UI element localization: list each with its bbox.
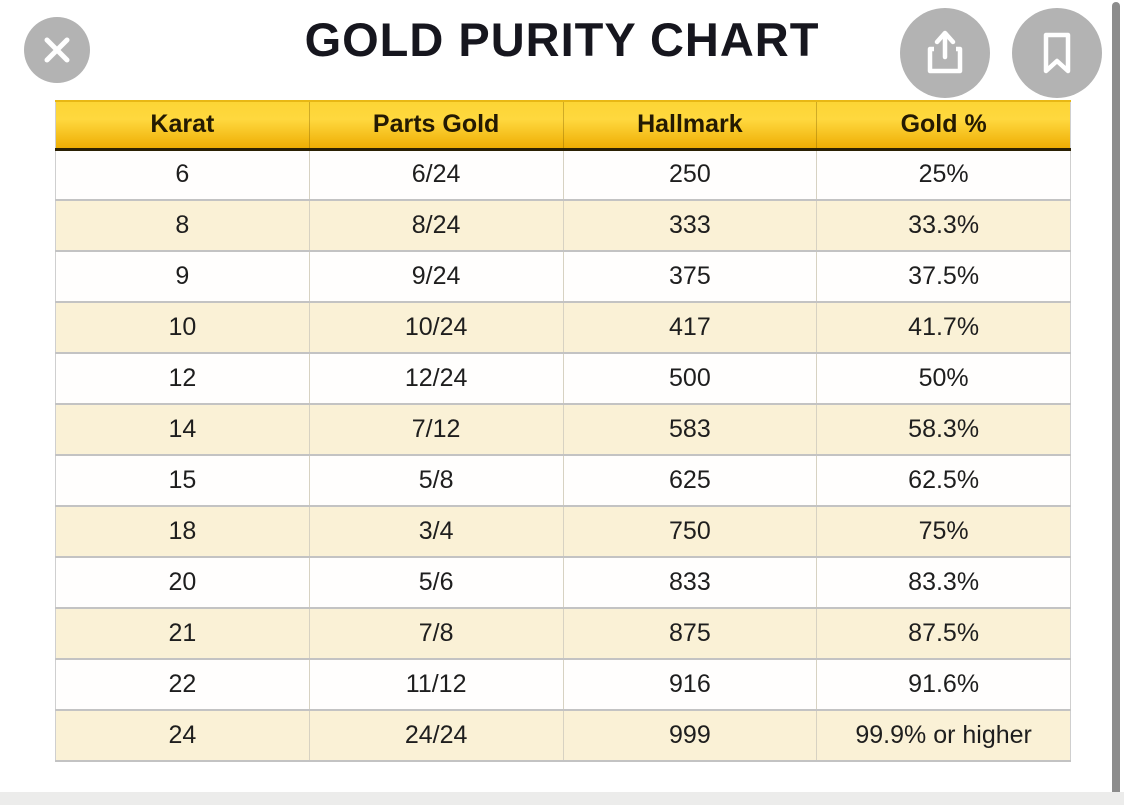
table-cell: 8/24 [309, 200, 563, 251]
table-row [56, 557, 1071, 608]
table-cell: 7/12 [309, 404, 563, 455]
table-cell: 6 [56, 149, 310, 200]
table-row [56, 506, 1071, 557]
column-header: Hallmark [563, 101, 817, 149]
table-cell: 18 [56, 506, 310, 557]
table-row [56, 455, 1071, 506]
table-cell: 6/24 [309, 149, 563, 200]
table-row [56, 302, 1071, 353]
table-cell: 12/24 [309, 353, 563, 404]
table-cell: 875 [563, 608, 817, 659]
table-cell: 8 [56, 200, 310, 251]
table-row [56, 608, 1071, 659]
table-cell: 5/8 [309, 455, 563, 506]
table-row [56, 149, 1071, 200]
table-cell: 5/6 [309, 557, 563, 608]
table-cell: 750 [563, 506, 817, 557]
table-cell: 7/8 [309, 608, 563, 659]
table-cell: 9 [56, 251, 310, 302]
table-cell: 91.6% [817, 659, 1071, 710]
page-title: GOLD PURITY CHART [304, 13, 820, 66]
share-icon [919, 27, 971, 79]
column-header: Gold % [817, 101, 1071, 149]
table-row [56, 353, 1071, 404]
table-cell: 25% [817, 149, 1071, 200]
table-cell: 15 [56, 455, 310, 506]
table-cell: 99.9% or higher [817, 710, 1071, 761]
table-cell: 22 [56, 659, 310, 710]
table-header-row [56, 101, 1071, 149]
table-cell: 50% [817, 353, 1071, 404]
column-header: Parts Gold [309, 101, 563, 149]
scrollbar[interactable] [1112, 2, 1120, 803]
table-cell: 37.5% [817, 251, 1071, 302]
table-body [56, 149, 1071, 761]
table-cell: 58.3% [817, 404, 1071, 455]
gold-purity-table [55, 100, 1071, 762]
table-cell: 12 [56, 353, 310, 404]
table-cell: 833 [563, 557, 817, 608]
table-cell: 583 [563, 404, 817, 455]
table-cell: 10 [56, 302, 310, 353]
table-cell: 500 [563, 353, 817, 404]
table-cell: 375 [563, 251, 817, 302]
table-cell: 33.3% [817, 200, 1071, 251]
table-cell: 250 [563, 149, 817, 200]
table-header [56, 101, 1071, 149]
table-cell: 333 [563, 200, 817, 251]
close-button[interactable] [24, 17, 90, 83]
table-cell: 11/12 [309, 659, 563, 710]
table-cell: 24 [56, 710, 310, 761]
bottom-edge [0, 792, 1124, 805]
bookmark-button[interactable] [1012, 8, 1102, 98]
table-cell: 62.5% [817, 455, 1071, 506]
column-header: Karat [56, 101, 310, 149]
table-cell: 41.7% [817, 302, 1071, 353]
table-cell: 417 [563, 302, 817, 353]
bookmark-icon [1031, 27, 1083, 79]
table-cell: 75% [817, 506, 1071, 557]
table-row [56, 251, 1071, 302]
table-cell: 999 [563, 710, 817, 761]
table-cell: 9/24 [309, 251, 563, 302]
table-cell: 87.5% [817, 608, 1071, 659]
table-cell: 83.3% [817, 557, 1071, 608]
table-row [56, 710, 1071, 761]
table-cell: 10/24 [309, 302, 563, 353]
table-row [56, 200, 1071, 251]
table-cell: 3/4 [309, 506, 563, 557]
close-icon [39, 32, 75, 68]
table-cell: 24/24 [309, 710, 563, 761]
table-cell: 20 [56, 557, 310, 608]
table-row [56, 659, 1071, 710]
share-button[interactable] [900, 8, 990, 98]
table-cell: 916 [563, 659, 817, 710]
table-row [56, 404, 1071, 455]
table-cell: 14 [56, 404, 310, 455]
table-cell: 625 [563, 455, 817, 506]
table-cell: 21 [56, 608, 310, 659]
